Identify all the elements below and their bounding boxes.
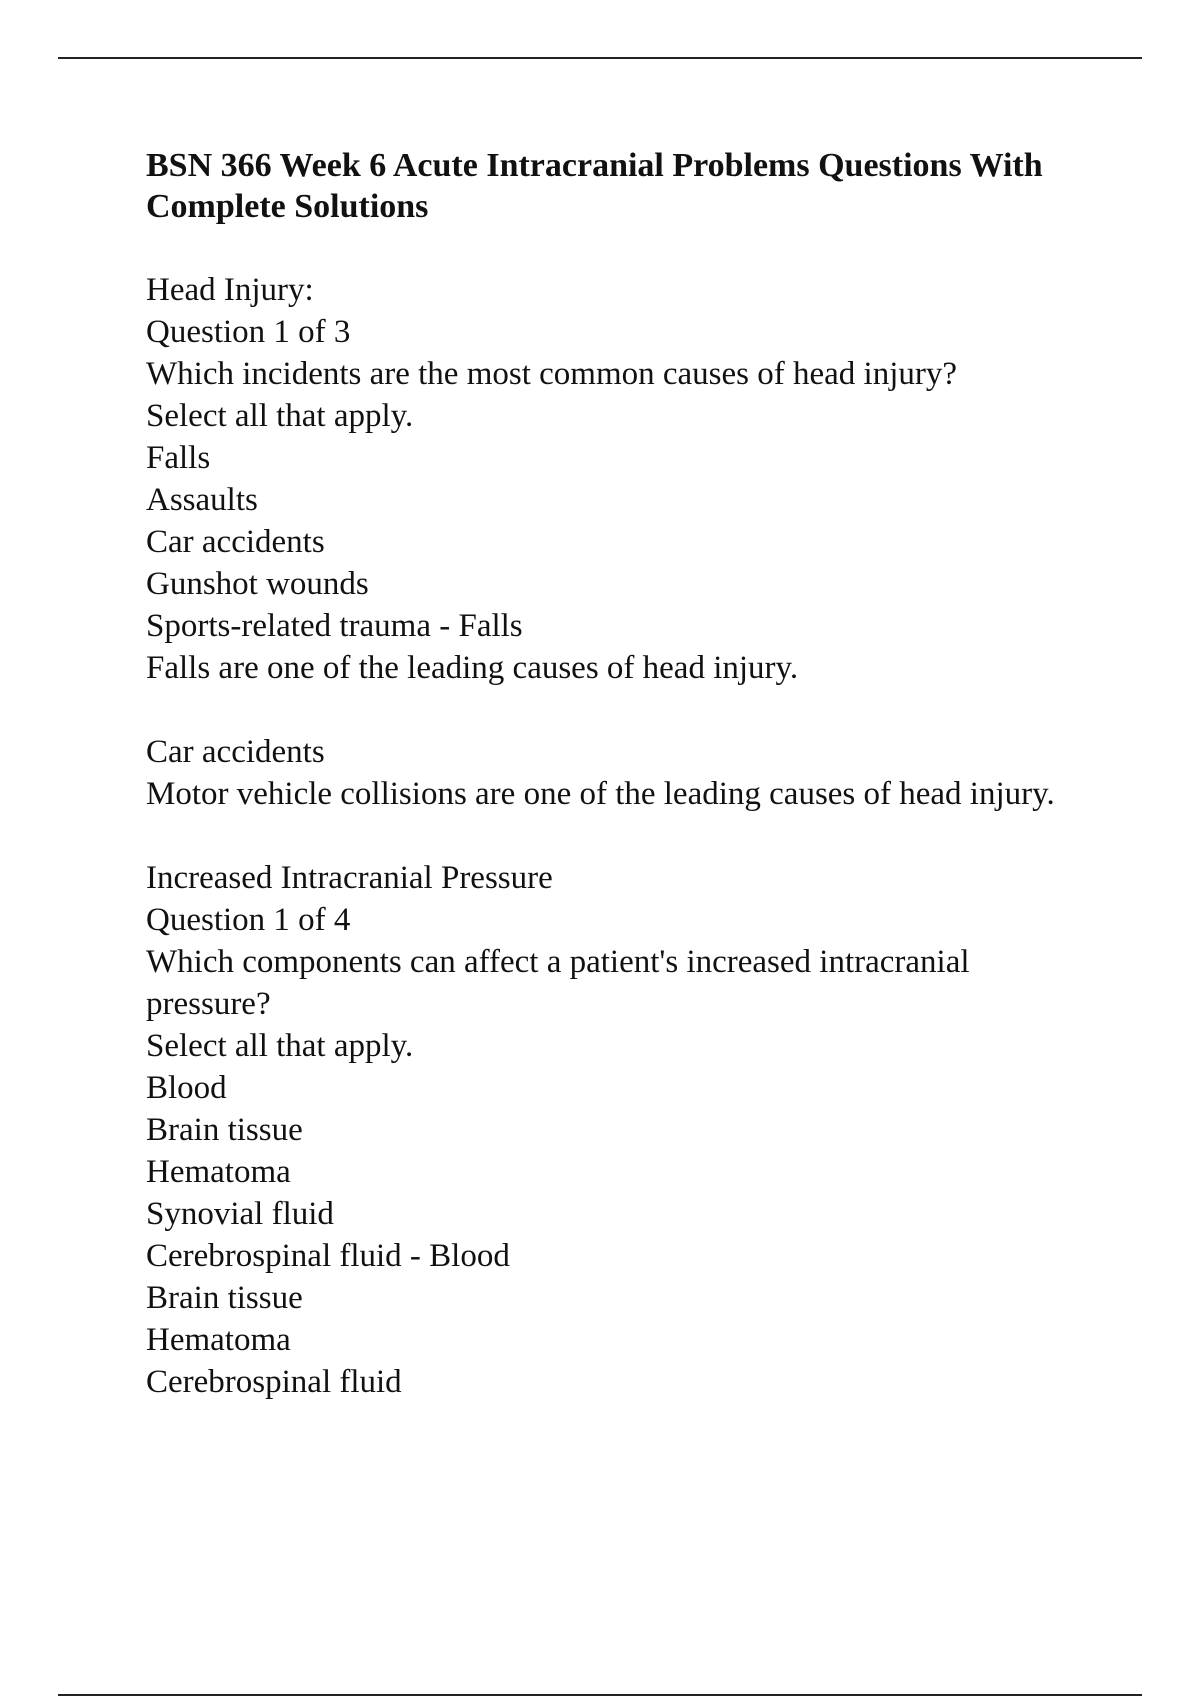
answer-explanation: Motor vehicle collisions are one of the leading causes of head injury.: [146, 776, 1055, 812]
question-instruction: Select all that apply.: [146, 1028, 414, 1064]
question-instruction: Select all that apply.: [146, 398, 414, 434]
top-divider: [58, 57, 1142, 59]
option-item: Cerebrospinal fluid - Blood: [146, 1238, 510, 1274]
answer-item: Hematoma: [146, 1322, 291, 1358]
option-item: Sports-related trauma - Falls: [146, 608, 523, 644]
answer-item: Car accidents: [146, 734, 325, 770]
question-text: Which incidents are the most common causes of head injury?: [146, 356, 957, 392]
option-item: Synovial fluid: [146, 1196, 334, 1232]
option-item: Blood: [146, 1070, 227, 1106]
document-body: [146, 145, 1076, 1403]
answer-explanation: Falls are one of the leading causes of head injury.: [146, 650, 799, 686]
option-item: Assaults: [146, 482, 258, 518]
option-item: Falls: [146, 440, 211, 476]
document-title: BSN 366 Week 6 Acute Intracranial Problems Questions With Complete Solutions: [146, 147, 1043, 225]
section-heading: Head Injury:: [146, 272, 314, 308]
section-icp: [146, 857, 1076, 1403]
question-number: Question 1 of 4: [146, 902, 351, 938]
option-item: Car accidents: [146, 524, 325, 560]
answer-item: Brain tissue: [146, 1280, 303, 1316]
option-item: Brain tissue: [146, 1112, 303, 1148]
answer-item: Cerebrospinal fluid: [146, 1364, 402, 1400]
option-item: Hematoma: [146, 1154, 291, 1190]
question-number: Question 1 of 3: [146, 314, 351, 350]
question-text: Which components can affect a patient's increased intracranial pressure?: [146, 944, 970, 1022]
section-head-injury: [146, 269, 1076, 815]
section-heading: Increased Intracranial Pressure: [146, 860, 553, 896]
bottom-divider: [58, 1694, 1142, 1696]
option-item: Gunshot wounds: [146, 566, 369, 602]
